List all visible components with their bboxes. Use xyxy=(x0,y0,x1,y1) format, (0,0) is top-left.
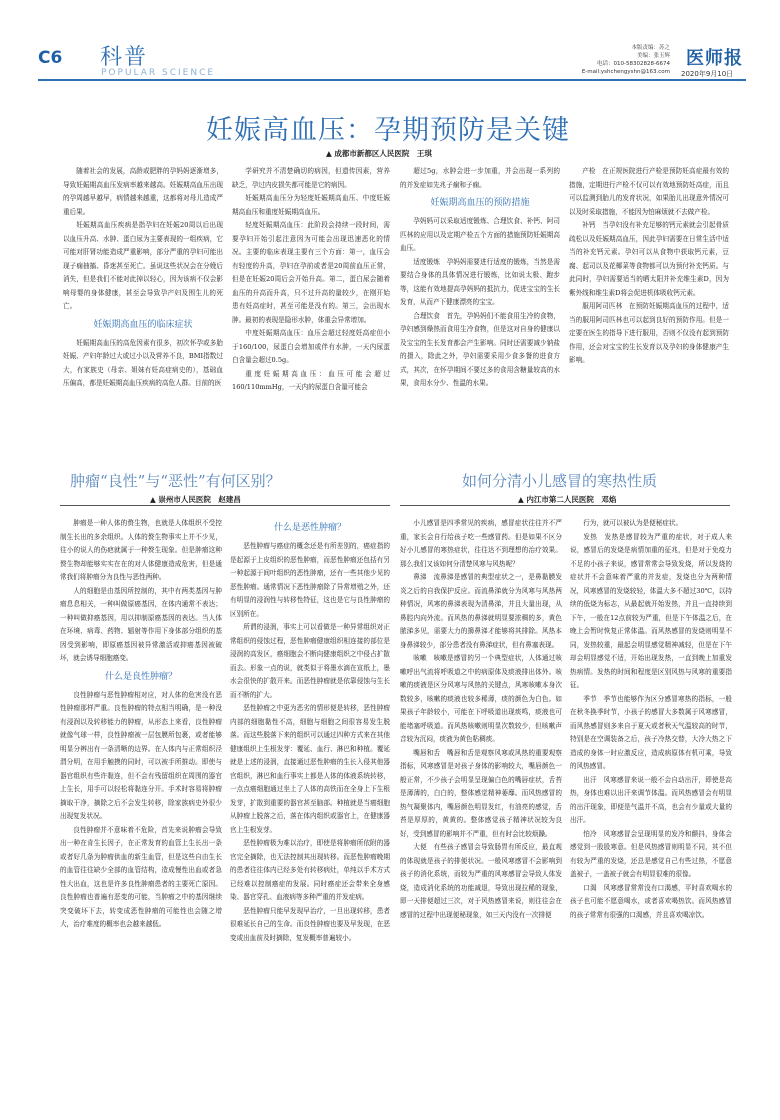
paragraph: 重度妊娠期高血压：血压可能会超过160/110mmHg，一天内的尿蛋白含量可能会 xyxy=(232,369,390,391)
article-3-title: 如何分清小儿感冒的寒热性质 xyxy=(462,472,658,490)
section-title: 科普 xyxy=(100,45,149,70)
section-title-en: POPULAR SCIENCE xyxy=(101,68,216,78)
paragraph: 人的细胞是由基因所控制的，其中有两类基因与肿瘤息息相关，一种叫做原癌基因，在体内通常不表达；一种叫做抑癌基因，用以抑制原癌基因的表达。当人体在环境、病毒、药物、辐射等作用下身体部分组织的基因受到影响，即原癌基因被异常激活或抑癌基因被破坏，就会诱导细胞癌变。 xyxy=(60,586,222,662)
paragraph: 出汗 风寒感冒来说一般不会自动出汗，即使是高热，身体也难以出汗来调节体温。而风热感冒会有明显的出汗现象，即便是气温并不高，也会有少量或大量的出汗。 xyxy=(570,775,732,824)
article-3-column-2 xyxy=(570,517,732,1107)
paragraph: 良性肿瘤与恶性肿瘤相对应，对人体的危害没有恶性肿瘤那样严重。良性肿瘤的特点相当明确，是一种没有浸润以及转移能力的肿瘤，从形态上来看，良性肿瘤就像气球一样，良性肿瘤被一层包膜所包裹，或者能够明显分辨出有一条清晰的边界。在人体内与正常组织泾渭分明，在用手触摸的同时，可以被手所推动。即使与器官组织有些许黏连，但不会有残留组织在周围的器官上生长，用手可以轻松将黏连分开。手术时容易将肿瘤摘取干净，摘除之后不会发生转移，除家族病史外很少出现复发状况。 xyxy=(60,690,222,820)
credit-editor: 本版责编：苏之 xyxy=(631,45,670,51)
paragraph: 所谓的浸润，事实上可以看做是一种异常组织对正常组织的侵蚀过程，恶性肿瘤健康组织相连接的部位是浸润的高发区，癌细胞会不断向健康组织之中侵占扩散而去。形象一点的说，就类似于将墨水滴在宣纸上，墨水会很快的扩散开来。而恶性肿瘤就是依靠侵蚀与生长而不断的扩大。 xyxy=(230,623,390,699)
paragraph: 嘴唇和舌 嘴唇和舌是观察风寒或风热的重要观察指标，风寒感冒是对孩子身体的影响较大，嘴唇颜色一般正常，不少孩子会明显呈现偏白色的嘴唇症状，舌苔是薄薄的，白白的，整体感觉精神萎靡。而风热感冒的热气凝聚体内，嘴唇颜色明显发红，有油亮的感觉，舌苔是厚厚的，黄黄的。整体感觉孩子精神状况较为良好，受到感冒的影响并不严重，但有时会比较烦躁。 xyxy=(400,748,562,838)
article-2-byline: ▲ 崇州市人民医院 赵建昌 xyxy=(150,495,241,504)
paragraph: 产检 在正规医院进行产检是预防妊高症最有效的措施，定期进行产检不仅可以有效地预防妊高症，而且可以监测到胎儿的发育状况，如果胎儿出现意外情况可以及时采取措施，不能因为怕麻烦就不去做产检。 xyxy=(569,167,729,216)
paragraph: 轻度妊娠期高血压：此阶段会持续一段时间，需要孕妇开始引起注意因为可能会出现迅速恶化的情况。主要的临床表现主要有三个方面：第一，血压会有轻度的升高，孕妇在孕前或者是20周前血压正常，但是在妊娠20周后会开始升高。第二，蛋白尿会随着血压的升高而升高，只不过升高的量较少，在刚开始患有妊高症时，甚至可能是没有的。第三，会出现水肿。最初的表现是隐形水肿，体重会异常增加。 xyxy=(232,221,390,324)
paragraph: 孕妈妈可以采取适度锻炼、合理饮食、补钙、阿司匹林的应用以及定期产检五个方面的措施预防妊娠期高血压。 xyxy=(400,217,560,252)
credit-email: E-mail:yshchengyshn@163.com xyxy=(581,69,670,75)
article-3-rule xyxy=(400,505,730,506)
paragraph: 超过5g，水肿会进一步加重，并会出现一系列的的并发症如先兆子痫和子痫。 xyxy=(400,167,560,189)
article-1-title: 妊娠高血压：孕期预防是关键 xyxy=(206,115,570,146)
paragraph: 行为，就可以被认为是便秘症状。 xyxy=(583,519,683,527)
article-1-subheading-1: 妊娠期高血压的临床症状 xyxy=(93,319,193,330)
paragraph: 随着社会的发展，高龄或肥胖的孕妈妈逐渐增多，导致妊娠期高血压发病率越来越高。妊娠期高血压出现的孕周越早越早，病情越来越重，这都将对母儿造成严重后果。 xyxy=(63,167,223,216)
paragraph: 妊娠期高血压的高危因素有很多，初次怀孕或多胎妊娠、产妇年龄过大或过小以及营养不良，BMI指数过大，有家族史（母亲、姐妹有妊高症病史的），基础血压偏高，都是妊娠期高血压疾病的高危人群。目前的医 xyxy=(63,338,223,387)
paragraph: 鼻涕 流鼻涕是感冒的典型症状之一，是鼻黏膜发炎之后的自我保护反应。而流鼻涕就分为风寒与风热两种情况，风寒的鼻涕表现为清鼻涕，并且大量出现，从鼻腔内向外流。而风热的鼻涕就明显要浓稠的多，黄色脓涕多见，需要大力的擤鼻涕才能够将其排除。风热本身鼻涕较少，部分患者没有鼻涕症状，但有鼻塞表现。 xyxy=(400,573,562,649)
article-2-subheading-1: 什么是良性肿瘤？ xyxy=(104,671,177,682)
paragraph: 妊娠期高血压分为轻度妊娠期高血压、中度妊娠期高血压和重度妊娠期高血压。 xyxy=(232,194,390,216)
paragraph: 季节 季节也能够作为区分感冒寒热的指标，一般在秋冬换季时节，小孩子的感冒大多数属于风寒感冒，而风热感冒则多来自于夏天或者秋天气温较高的时节，特别是在空调装备之后，孩子冷热交替，大冷大热之下造成的身体一时应激反应，造成病原体有机可乘，导致的风热感冒。 xyxy=(570,694,732,770)
paragraph: 肿瘤是一种人体的赘生物，也就是人体组织不受控制生长出的多余组织。人体的赘生物事实上并不少见，往小的说人的伤疤就属于一种赘生现象。但是肿瘤这种赘生物却能够实实在在的对人体健康造成危害，但是通常我们将肿瘤分为良性与恶性两种。 xyxy=(60,519,222,581)
article-1-column-2 xyxy=(232,165,390,425)
paragraph: 妊娠期高血压疾病是指孕妇在妊娠20周以后出现以血压升高、水肿、蛋白尿为主要表现的一组疾病，它可能对肝肾功能造成严重影响，部分严重的孕妇可能出现子痫抽搐、昏迷甚至死亡。虽说这些状况会在分娩后消失，但是我们不能对此掉以轻心，因为该病不仅会影响母婴的身体健康，甚至会导致孕产妇及围生儿的死亡。 xyxy=(63,221,223,310)
paragraph: 中度妊娠期高血压：血压会超过轻度妊高症但小于160/100，尿蛋白会增加或伴有水肿，一天内尿蛋白含量会超过0.5g。 xyxy=(232,329,390,364)
paragraph: 良性肿瘤并不意味着不危险，首先来说肿瘤会导致出一种在肯生长因子，在正常发育的血管上生长出一条或者好几条为肿瘤供血的新生血管，但是这些自由生长的血管往往缺少全部的血管结构，造成慢性出血或者急性大出血，这也是许多良性肿瘤患者的主要死亡原因。良性肿瘤也普遍有恶变的可能，当肿瘤之中的基因继续突变破坏下去，转变成恶性肿瘤的可能性也会随之增大，治疗难度的概率也会越来越低。 xyxy=(60,825,222,928)
paragraph: 恶性肿瘤只能早发现早治疗，一旦出现转移，患者很难延长自己的生命。而良性肿瘤也要及早发现，在恶变或出血前及时摘除，复发概率普遍较小。 xyxy=(230,906,390,942)
paragraph: 恶性肿瘤与癌症的概念还是有所差别的，癌症指的是起源于上皮组织的恶性肿瘤，而恶性肿瘤还包括有另一种起源于间叶组织的恶性肿瘤，还有一些其他少见的恶性肿瘤。通常情况下恶性肿瘤除了异常增殖之外，还有明显的浸润性与转移性特征，这也是它与良性肿瘤的区别所在。 xyxy=(230,542,390,618)
article-2-title: 肿瘤“良性”与“恶性”有何区别？ xyxy=(70,472,281,490)
paragraph: 学研究并不清楚确切的病因，但遗传因素，营养缺乏，孕过内皮损失都可能是它的病因。 xyxy=(232,167,390,189)
article-1-column-3 xyxy=(400,165,560,425)
paragraph: 合理饮食 首先，孕妈妈们不能食用生冷的食物，孕妇感到燥热而食用生冷食物，但是这对自身的健康以及宝宝的生长发育都会产生影响。同时还需要减少钠盐的摄入，除此之外，孕妇需要采用少食多餐的进食方式，其次，在怀孕期间不要过多的食用含糖量较高的水果，食用水分少、性温的水果。 xyxy=(400,311,560,387)
credit-designer: 美编：张玉辉 xyxy=(636,53,670,59)
paper-logo: 医师报 xyxy=(686,48,743,69)
article-2-column-2 xyxy=(230,517,390,1107)
paragraph: 补钙 当孕妇没有补充足够的钙元素就会引起骨质疏松以及妊娠期高血压，因此孕妇需要在日常生活中适当的补充钙元素。孕妇可以从食物中获取钙元素，豆腐、起司以及花椰菜等食物都可以为预付补充钙质。与此同时，孕妇需要适当的晒太阳并补充维生素D，因为紫外线和维生素D将会促进机体吸收钙元素。 xyxy=(569,221,729,297)
paragraph: 小儿感冒是四季常见的疾病，感冒症状往往并不严重，家长会自行给孩子吃一些感冒药。但是如果不区分好小儿感冒的寒热症状，往往达不到理想的治疗效果。那么我们又该如何分清楚风寒与风热呢？ xyxy=(400,519,562,568)
article-2-subheading-2: 什么是恶性肿瘤？ xyxy=(273,523,346,533)
paragraph: 恶性肿瘤极为难以治疗，即使是将肿瘤所依附的器官完全摘除，也无法控制其出现转移。而恶性肿瘤晚期的患者往往体内已经多处有转移病灶，单纯以手术方式已经难以控制癌症的发展。同时癌症还会带来全身感染、器官穿孔、血液病等多种严重的并发症病。 xyxy=(230,839,390,901)
article-1-subheading-2: 妊娠期高血压的预防措施 xyxy=(430,198,530,208)
credit-phone: 电话：010-58302828-6674 xyxy=(597,61,670,67)
article-1-column-4 xyxy=(569,165,729,425)
paragraph: 口渴 风寒感冒常常没有口渴感，平时喜欢喝水的孩子也可能不愿意喝水，或者喜欢喝热饮。而风热感冒的孩子常常有很强的口渴感，并且喜欢喝凉饮。 xyxy=(570,883,732,919)
paragraph: 适度锻炼 孕妈妈需要进行适度的锻炼，当然是需要结合身体的具体情况进行锻炼，比如说太极、跑步等，这能有效地提高孕妈妈的抵抗力，促进宝宝的生长发育，从而产下健康漂亮的宝宝。 xyxy=(400,257,560,306)
article-1-byline: ▲ 成都市新都区人民医院 王琪 xyxy=(326,149,432,158)
paragraph: 服用阿司匹林 在预防妊娠期高血压的过程中，适当的服用阿司匹林也可以起到良好的预防作用。但是一定要在医生的指导下进行服用，否则不仅没有起到预防作用，还会对宝宝的生长发育以及孕妇的身体健康产生影响。 xyxy=(569,302,729,364)
article-3-byline: ▲ 内江市第二人民医院 邓焰 xyxy=(518,495,617,504)
paragraph: 发热 发热是感冒较为严重的症状，对于成人来说，感冒后的发烧是病情加重的征兆，但是对于免疫力不足的小孩子来说，感冒常常会导致发烧，所以发烧的症状并不会意味着严重的并发症，发烧也分为两种情况，风寒感冒的发烧较轻，体温大多不超过30℃，以持续的低烧为标志，从最起就开始发热，并且一直持续到下午，一般在12点前较为严重，但是下午体温之后，在晚上会暂时恢复正常体温。而风热感冒的发烧则明显不同，发热较重，最起会明显感觉精神减轻，但是在下午却会明显感觉不适，开始出现发热，一直到晚上加重发热病情。发热的时间和程度是区别风热与风寒的重要指征。 xyxy=(570,532,732,689)
paragraph: 咳嗽 咳嗽是感冒的另一个典型症状，人体通过咳嗽呼出气流将呼吸道之中的病原体及痰液排出体外。咳嗽的痰液是区分风寒与风热的关键点，风寒咳嗽本身次数较多，咳嗽的痰液也较多稀薄，痰的颜色为白色。如果孩子年龄较小，可能在下呼吸道出现痰鸣，痰液也可能堵塞呼吸道。而风热咳嗽则明显次数较少，但咳嗽声音较为沉闷，痰液为黄色粘稠痰。 xyxy=(400,654,562,743)
article-2-rule xyxy=(60,505,390,506)
header-divider xyxy=(38,79,746,81)
paragraph: 怕冷 风寒感冒会呈现明显的发冷和颤抖，身体会感觉到一股股寒意。但是风热感冒则明显不同，其不但有较为严重的发烧，还总是感觉自己有些过热，不愿意盖被子，一盖被子就会有明显很难的很像。 xyxy=(570,829,732,878)
page-number: C6 xyxy=(38,48,63,68)
issue-date: 2020年9月10日 xyxy=(681,70,734,78)
paragraph: 恶性肿瘤之中更为恶劣的情形便是转移，恶性肿瘤内部的细胞黏性不高，细胞与细胞之间很容易发生脱落。而这些脱落下来的组织可以通过四种方式来在其他健康组织上生根发芽：覆延、血行、淋巴和种植。覆延就是上述的浸润，直接通过恶性肿瘤的生长入侵其他器官组织，淋巴和血行事实上都是人体的体液系统转移，一点点癌细胞通过坐上了人体的高铁而在全身上下生根发芽，扩散到重要的器官甚至脑部。种植就是当癌细胞从肿瘤上脱落之后，落在体内组织或器官上，在健康器官上生根发芽。 xyxy=(230,704,390,834)
article-3-column-1 xyxy=(400,517,562,1107)
editor-credits xyxy=(570,44,670,76)
article-1-column-1 xyxy=(63,165,223,425)
paragraph: 大便 有些孩子感冒会导致肠胃有所反应，最直观的体现就是孩子的排便状况。一般风寒感冒不会影响到孩子的消化系统，而较为严重的风寒感冒会导致人体发烧，造成消化系统的功能减退，导致出现拉稀的现象，即一天排便超过三次，对于风热感冒来说，则往往会在感冒的过程中出现便秘现象，如三天内没有一次排便 xyxy=(400,843,562,919)
article-2-column-1 xyxy=(60,517,222,1107)
